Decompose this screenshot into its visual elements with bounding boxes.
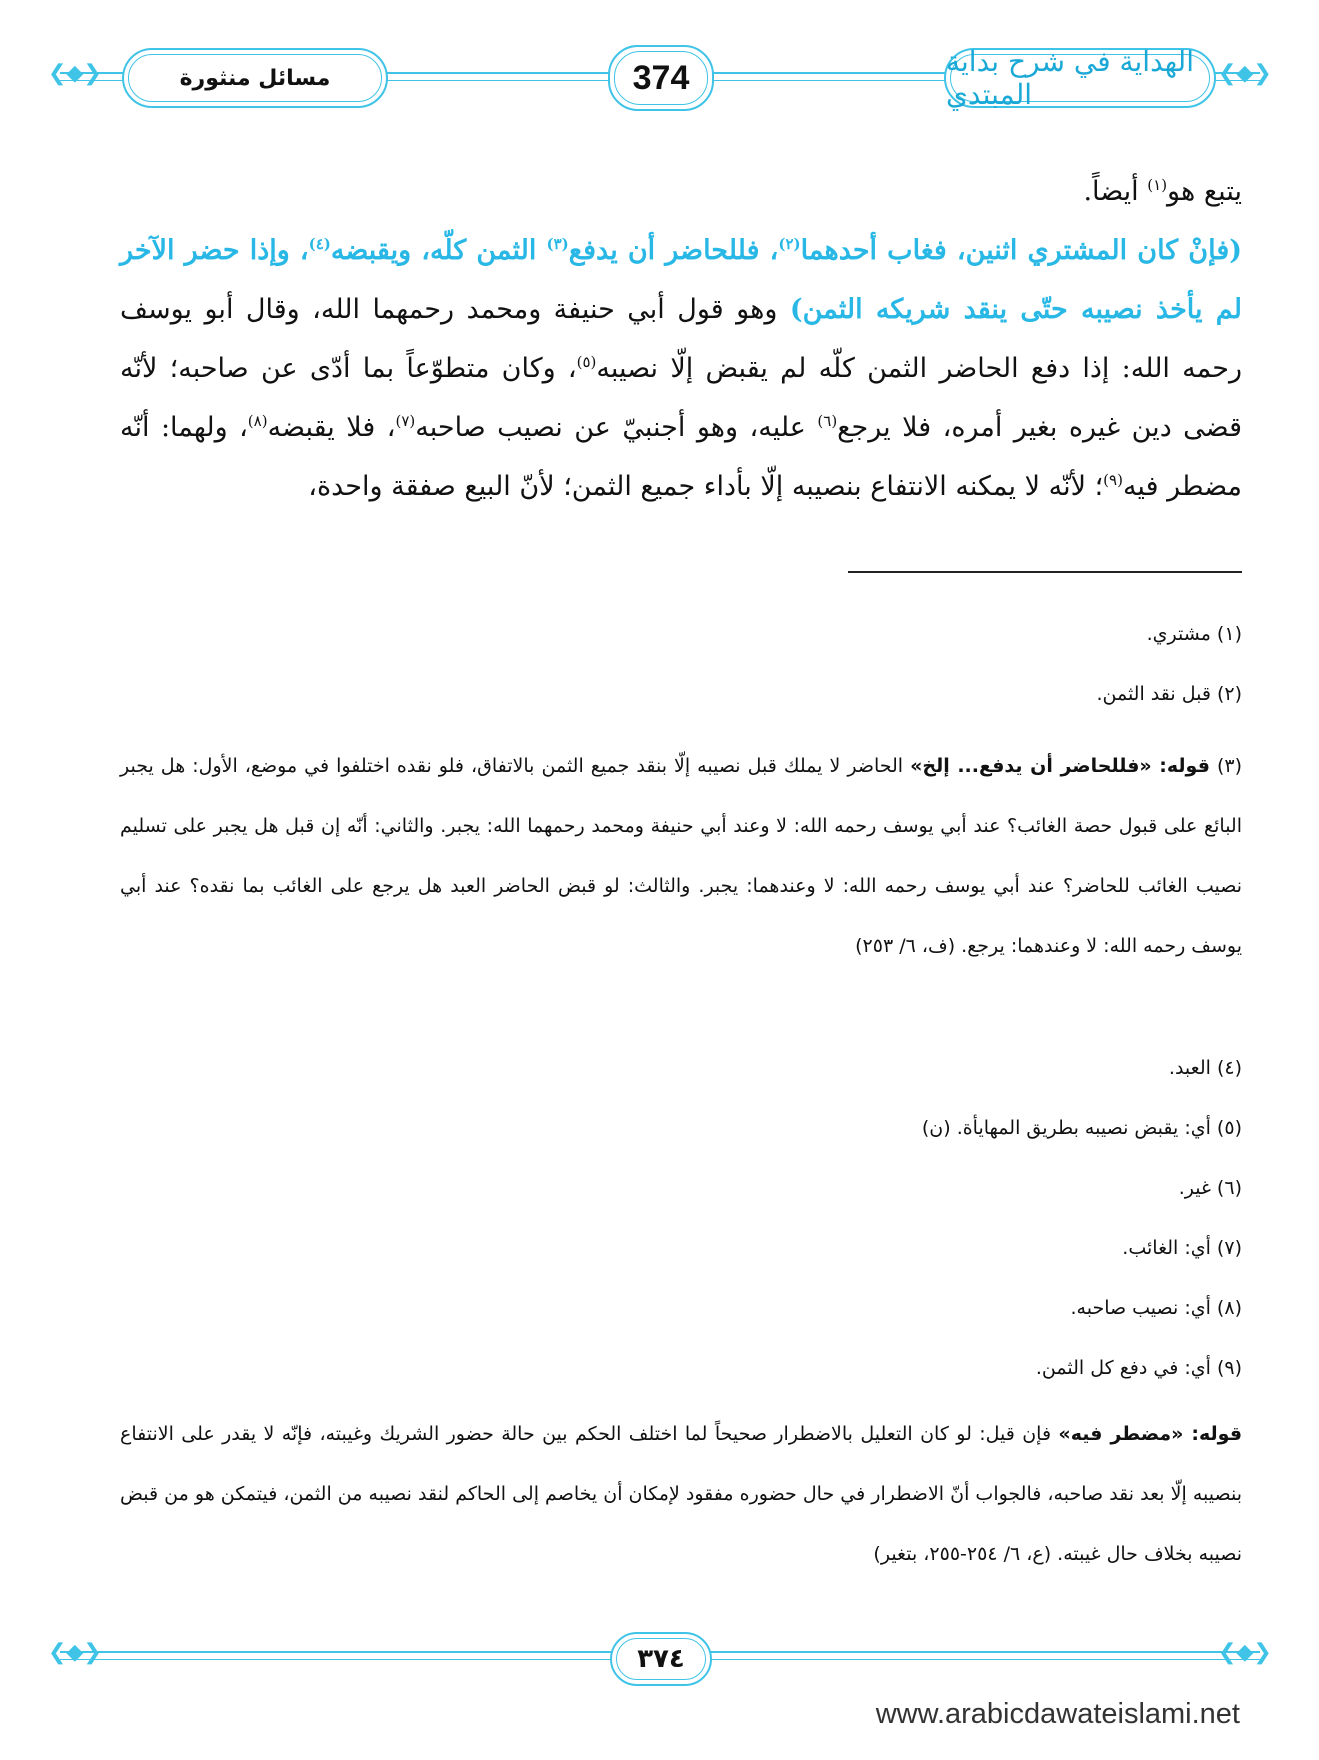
highlighted-matn: الثمن كلّه، ويقبضه xyxy=(330,235,547,266)
footnote-ref: (٣) xyxy=(546,235,569,253)
footnote-8: (٨) أي: نصيب صاحبه. xyxy=(1070,1297,1242,1319)
footnote-1: (١) مشتري. xyxy=(1146,623,1242,645)
footnote-divider xyxy=(848,571,1242,573)
main-text-span: ، وكان متطوّعاً بما أدّى عن صاحبه؛ لأنّه قضى دين غيره بغير أمره، فلا يرجع xyxy=(120,353,1243,443)
footnote-ref: (٩) xyxy=(1103,471,1123,489)
left-flourish-icon: ❮◆❯ xyxy=(48,61,102,86)
footer-page-number: ٣٧٤ xyxy=(637,1644,685,1674)
footnote-9: (٩) أي: في دفع كل الثمن. xyxy=(1035,1357,1242,1379)
highlighted-matn: ، فللحاضر أن يدفع xyxy=(568,235,779,266)
footnote-ref: (٧) xyxy=(395,412,416,430)
section-title: مسائل منثورة xyxy=(179,65,331,91)
main-text-span: ، فلا يقبضه xyxy=(267,412,396,443)
highlighted-matn: ، وإذا حضر الآخر لم يأخذ نصيبه حتّى ينقد شريكه الثمن) xyxy=(120,235,1243,325)
footer-page-box xyxy=(610,1632,712,1686)
footnote-2: (٢) قبل نقد الثمن. xyxy=(1096,683,1242,705)
book-title-box xyxy=(944,45,1216,111)
footnote-3 xyxy=(120,736,1242,976)
main-text xyxy=(120,162,1242,516)
footnote-quote: قوله: «فللحاضر أن يدفع... إلخ» xyxy=(910,755,1210,777)
left-flourish-icon: ❮◆❯ xyxy=(48,1640,102,1665)
footnote-number: (٣) xyxy=(1209,755,1242,777)
main-text-span: وهو قول أبي حنيفة ومحمد رحمهما الله، وقال أبو يوسف رحمه الله: إذا دفع الحاضر الثمن كلّه لم يقبض إلّا نصيبه xyxy=(120,294,1242,384)
footnote-body: الحاضر لا يملك قبل نصيبه إلّا بنقد جميع الثمن بالاتفاق، فلو نقده اختلفوا في موضع، الأول: هل يجبر البائع على قبول حصة الغائب؟ عند أبي يوسف رحمه الله: لا وعند أبي حنيفة ومحمد رحمهما الله: يجبر. والثاني: أنّه إن قبل هل يجبر على تسليم نصيب الغائب للحاضر؟ عند أبي يوسف رحمه الله: لا وعندهما: يجبر. والثالث: لو قبض الحاضر العبد هل يرجع على الغائب بما نقده؟ عند أبي يوسف رحمه الله: لا وعندهما: يرجع. (ف، ٦/ ٢٥٣) xyxy=(120,755,1242,957)
footnote-ref: (٢) xyxy=(778,235,801,253)
main-text-span: يتبع هو xyxy=(1167,176,1242,207)
commentary-note xyxy=(120,1404,1242,1584)
main-text-span: ؛ لأنّه لا يمكنه الانتفاع بنصيبه إلّا بأداء جميع الثمن؛ لأنّ البيع صفقة واحدة، xyxy=(308,471,1104,502)
right-flourish-icon: ❮◆❯ xyxy=(1218,61,1272,86)
note-quote: قوله: «مضطر فيه» xyxy=(1058,1423,1243,1445)
main-text-span: أيضاً. xyxy=(1083,176,1148,207)
footnote-6: (٦) غير. xyxy=(1178,1177,1242,1199)
footnote-ref: (٤) xyxy=(308,235,331,253)
footnote-ref: (٨) xyxy=(247,412,268,430)
page-number: 374 xyxy=(632,58,690,97)
footnote-4: (٤) العبد. xyxy=(1168,1057,1242,1079)
footnote-5: (٥) أي: يقبض نصيبه بطريق المهايأة. (ن) xyxy=(921,1117,1242,1139)
footnote-ref: (١) xyxy=(1147,176,1168,194)
section-title-box xyxy=(122,48,388,108)
highlighted-matn: (فإنْ كان المشتري اثنين، فغاب أحدهما xyxy=(800,235,1242,266)
note-body: فإن قيل: لو كان التعليل بالاضطرار صحيحاً لما اختلف الحكم بين حالة حضور الشريك وغيبته، فإنّه لا يقدر على الانتفاع بنصيبه إلّا بعد نقد صاحبه، فالجواب أنّ الاضطرار في حال حضوره مفقود لإمكان أن يخاصم إلى الحاكم لنقد نصيبه من الثمن، فيتمكن هو من قبض نصيبه بخلاف حال غيبته. (ع، ٦/ ٢٥٤-٢٥٥، بتغير) xyxy=(120,1423,1242,1565)
main-text-span: ، ولهما: أنّه مضطر فيه xyxy=(120,412,1242,502)
book-title: الهداية في شرح بداية المبتدي xyxy=(946,45,1194,111)
main-text-span: عليه، وهو أجنبيّ عن نصيب صاحبه xyxy=(415,412,818,443)
footnote-ref: (٦) xyxy=(817,412,838,430)
page-number-box xyxy=(608,45,714,111)
footnote-ref: (٥) xyxy=(576,353,597,371)
website-url: www.arabicdawateislami.net xyxy=(875,1698,1240,1730)
footnote-7: (٧) أي: الغائب. xyxy=(1122,1237,1242,1259)
right-flourish-icon: ❮◆❯ xyxy=(1218,1640,1272,1665)
